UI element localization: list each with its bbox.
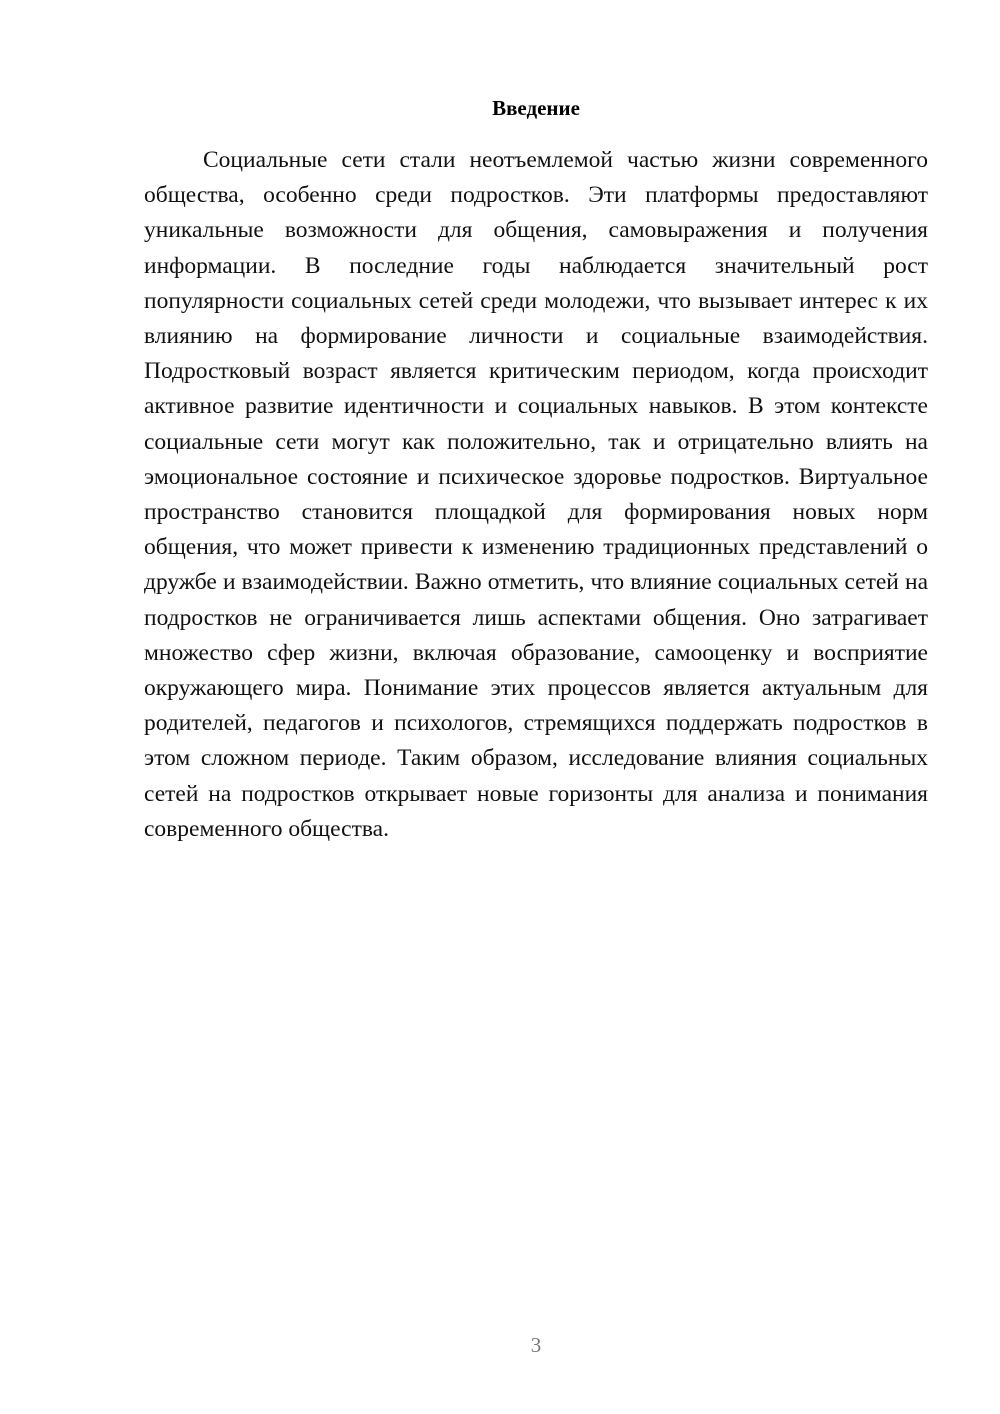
section-heading: Введение — [492, 96, 580, 120]
body-paragraph: Социальные сети стали неотъемлемой частью жизни современного общества, особенно среди подростков. Эти платформы предоставляют уникальные возможности для общения, самовыражения и получения информации. В последние годы наблюдается значительный рост популярности социальных сетей среди молодежи, что вызывает интерес к их влиянию на формирование личности и социальные взаимодействия. Подростковый возраст является критическим периодом, когда происходит активное развитие идентичности и социальных навыков. В этом контексте социальные сети могут как положительно, так и отрицательно влиять на эмоциональное состояние и психическое здоровье подростков. Виртуальное пространство становится площадкой для формирования новых норм общения, что может привести к изменению традиционных представлений о дружбе и взаимодействии. Важно отметить, что влияние социальных сетей на подростков не ограничивается лишь аспектами общения. Оно затрагивает множество сфер жизни, включая образование, самооценку и восприятие окружающего мира. Понимание этих процессов является актуальным для родителей, педагогов и психологов, стремящихся поддержать подростков в этом сложном периоде. Таким образом, исследование влияния социальных сетей на подростков открывает новые горизонты для анализа и понимания современного общества. — [144, 147, 928, 842]
page-number: 3 — [530, 1333, 542, 1357]
